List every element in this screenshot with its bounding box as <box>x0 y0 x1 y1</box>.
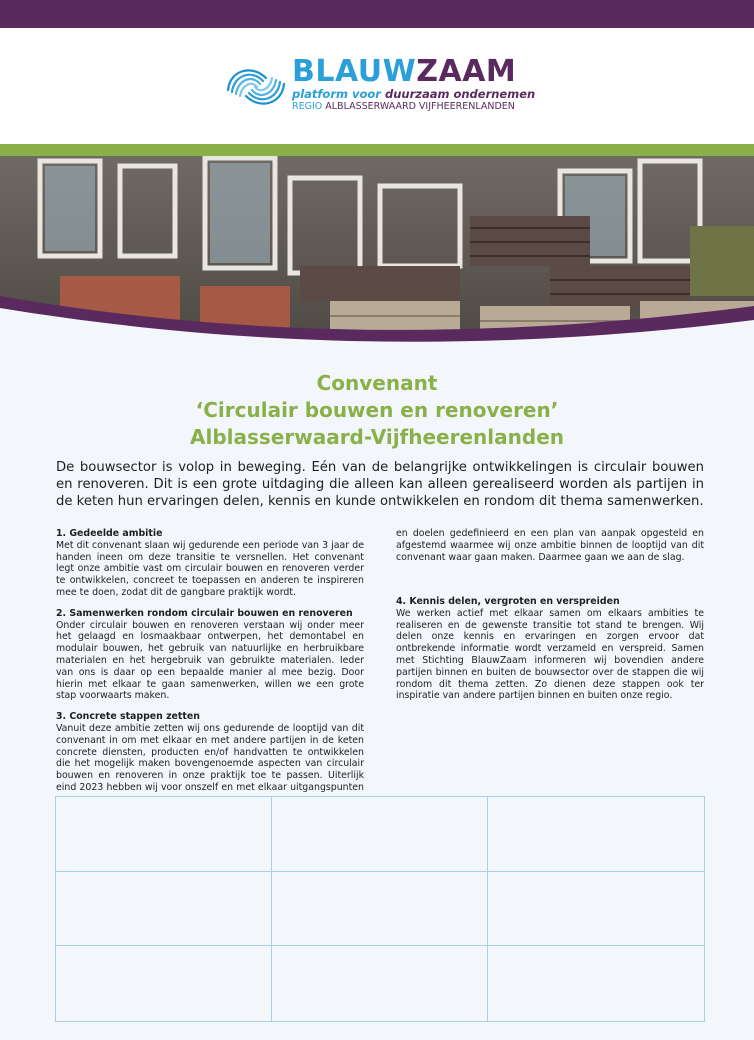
top-purple-band <box>0 0 754 28</box>
section-3-body-overflow: en doelen gedefinieerd en een plan van aanpak opgesteld en afgestemd waarmee wij onze ambitie binnen de looptijd van dit convenant waar gaan maken. Daarmee gaan we aan de slag. <box>396 528 704 563</box>
waves-logo-icon <box>222 56 290 118</box>
intro-paragraph: De bouwsector is volop in beweging. Eén van de belangrijke ontwikkelingen is circulair bouwen en renoveren. Dit is een grote uitdaging die alleen kan alleen gerealiseerd worden als partijen in de keten hun ervaringen delen, kennis en kunde ontwikkelen en rondom dit thema samenwerken. <box>56 460 704 509</box>
region-part2: ALBLASSERWAARD VIJFHEERENLANDEN <box>325 101 515 112</box>
title-line-2: ‘Circulair bouwen en renoveren’ <box>195 398 559 422</box>
page-title <box>0 370 754 451</box>
brand-blauw: BLAUW <box>292 54 417 89</box>
section-3-body: Vanuit deze ambitie zetten wij ons gedurende de looptijd van dit convenant in om met elkaar en met andere partijen in de keten concrete diensten, producten en/of handvatten te ontwikkelen die het mogelijk maken bovengenoemde aspecten van circulair bouwen en renoveren in onze praktijk toe te passen. Uiterlijk eind 2023 hebben wij voor onszelf en met elkaar uitgangspunten <box>56 722 364 793</box>
signature-cell[interactable] <box>56 946 272 1021</box>
reclaimed-materials-photo <box>0 156 754 366</box>
section-4-heading: 4. Kennis delen, vergroten en verspreiden <box>396 596 620 607</box>
left-column <box>56 528 364 803</box>
section-1-body: Met dit convenant slaan wij gedurende een periode van 3 jaar de handen ineen om deze transitie te versnellen. Het convenant legt onze ambitie vast om circulair bouwen en renoveren verder te ontwikkelen, concreet te toepassen en anderen te inspireren mee te doen, zodat dit de gangbare praktijk wordt. <box>56 539 364 598</box>
signature-cell[interactable] <box>488 946 704 1021</box>
region-part1: REGIO <box>292 101 326 112</box>
section-4-body: We werken actief met elkaar samen om elkaars ambities te realiseren en de gewenste transitie tot stand te brengen. Wij delen onze kennis en ervaringen en zorgen ervoor dat ontbrekende informatie wordt verzameld en verspreid. Samen met Stichting BlauwZaam informeren wij bovendien andere partijen binnen en buiten de bouwsector over de stappen die wij rondom dit thema zetten. Zo dienen deze stappen ook ter inspiratie van andere partijen binnen en buiten onze regio. <box>396 607 704 702</box>
signature-cell[interactable] <box>272 872 488 947</box>
signature-cell[interactable] <box>272 946 488 1021</box>
section-2-body: Onder circulair bouwen en renoveren verstaan wij onder meer het gelaagd en losmaakbaar ontwerpen, het demontabel en modulair bouwen, het gebruik van natuurlijke en herbruikbare materialen en het hergebruik van gebruikte materialen. Ieder van ons is daar op een bepaalde manier al mee bezig. Door hierin met elkaar te gaan samenwerken, willen we een grote stap voorwaarts maken. <box>56 619 364 702</box>
blauwzaam-logo <box>222 56 542 118</box>
signature-cell[interactable] <box>272 797 488 872</box>
title-line-1: Convenant <box>316 371 438 395</box>
green-band <box>0 144 754 156</box>
section-1-heading: 1. Gedeelde ambitie <box>56 528 163 539</box>
right-column <box>396 528 704 711</box>
section-3-body-continued <box>396 528 704 587</box>
signature-cell[interactable] <box>56 797 272 872</box>
signature-cell[interactable] <box>56 872 272 947</box>
signature-cell[interactable] <box>488 797 704 872</box>
brand-tagline <box>292 87 535 101</box>
section-3-heading: 3. Concrete stappen zetten <box>56 711 200 723</box>
signature-grid <box>55 796 705 1022</box>
tagline-part1: platform voor <box>292 87 385 101</box>
title-line-3: Alblasserwaard-Vijfheerenlanden <box>189 425 564 449</box>
brand-region <box>292 101 515 112</box>
brand-name <box>292 56 516 88</box>
section-2-heading: 2. Samenwerken rondom circulair bouwen en renoveren <box>56 607 353 619</box>
brand-zaam: ZAAM <box>416 54 517 89</box>
tagline-part2: duurzaam ondernemen <box>384 87 536 101</box>
signature-cell[interactable] <box>488 872 704 947</box>
